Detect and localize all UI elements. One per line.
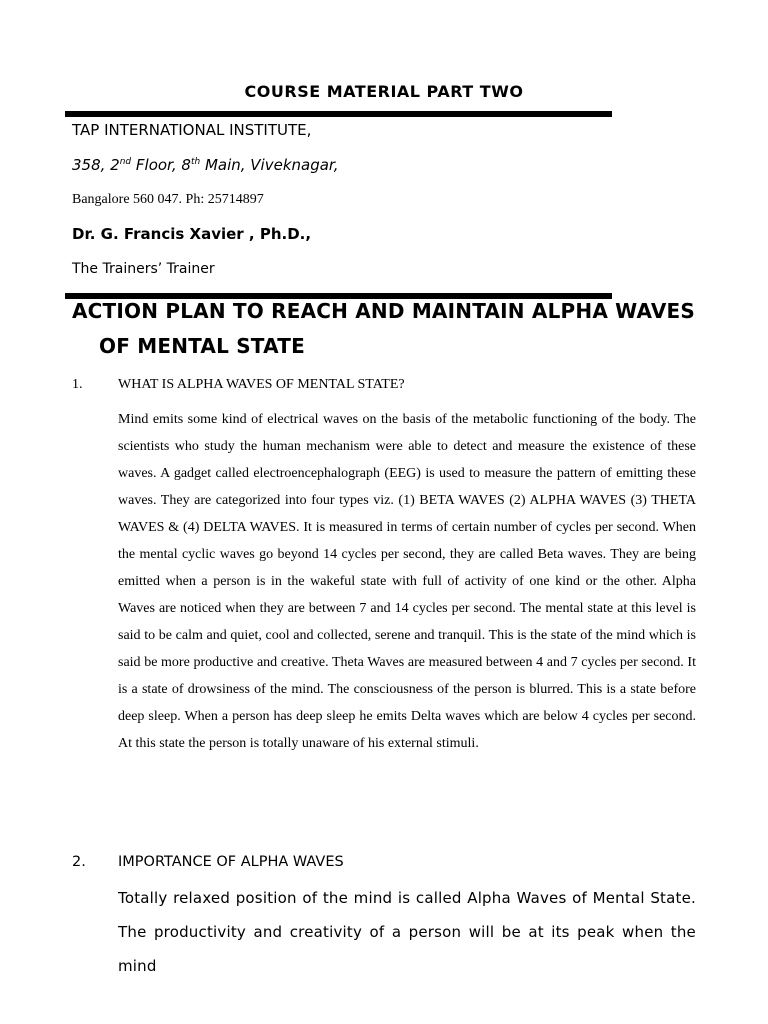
section-2-title: IMPORTANCE OF ALPHA WAVES — [118, 854, 344, 870]
main-heading-line-2: OF MENTAL STATE — [99, 334, 305, 358]
section-2-number: 2. — [72, 854, 86, 870]
institute-name: TAP INTERNATIONAL INSTITUTE, — [72, 121, 312, 139]
author-tagline: The Trainers’ Trainer — [72, 261, 215, 277]
section-1-body: Mind emits some kind of electrical waves on the basis of the metabolic functioning of the body. The scientists who study the human mechanism were able to detect and measure the existence of these waves. A gadget called electroencephalograph (EEG) is used to measure the pattern of emitting these waves. They are categorized into four types viz. (1) BETA WAVES (2) ALPHA WAVES (3) THETA WAVES & (4) DELTA WAVES. It is measured in terms of certain number of cycles per second. When the mental cyclic waves go beyond 14 cycles per second, they are called Beta waves. They are being emitted when a person is in the wakeful state with full of activity of one kind or the other. Alpha Waves are noticed when they are between 7 and 14 cycles per second. The mental state at this level is said to be calm and quiet, cool and collected, serene and tranquil. This is the state of the mind which is said be more productive and creative. Theta Waves are measured between 4 and 7 cycles per second. It is a state of drowsiness of the mind. The consciousness of the person is blurred. This is a state before deep sleep. When a person has deep sleep he emits Delta waves which are below 4 cycles per second. At this state the person is totally unaware of his external stimuli. — [118, 412, 696, 751]
section-1-title: WHAT IS ALPHA WAVES OF MENTAL STATE? — [118, 377, 405, 392]
main-heading — [72, 294, 712, 364]
institute-address: 358, 2nd Floor, 8th Main, Viveknagar, — [72, 156, 339, 174]
section-2-body: Totally relaxed position of the mind is called Alpha Waves of Mental State. The productivity and creativity of a person will be at its peak when the mind — [118, 889, 696, 975]
institute-city-phone: Bangalore 560 047. Ph: 25714897 — [72, 192, 264, 207]
section-1-number: 1. — [72, 377, 83, 392]
main-heading-line-1: ACTION PLAN TO REACH AND MAINTAIN ALPHA WAVES — [72, 299, 695, 323]
top-divider — [65, 111, 612, 117]
course-title: COURSE MATERIAL PART TWO — [244, 82, 524, 101]
author-name: Dr. G. Francis Xavier , Ph.D., — [72, 225, 312, 243]
